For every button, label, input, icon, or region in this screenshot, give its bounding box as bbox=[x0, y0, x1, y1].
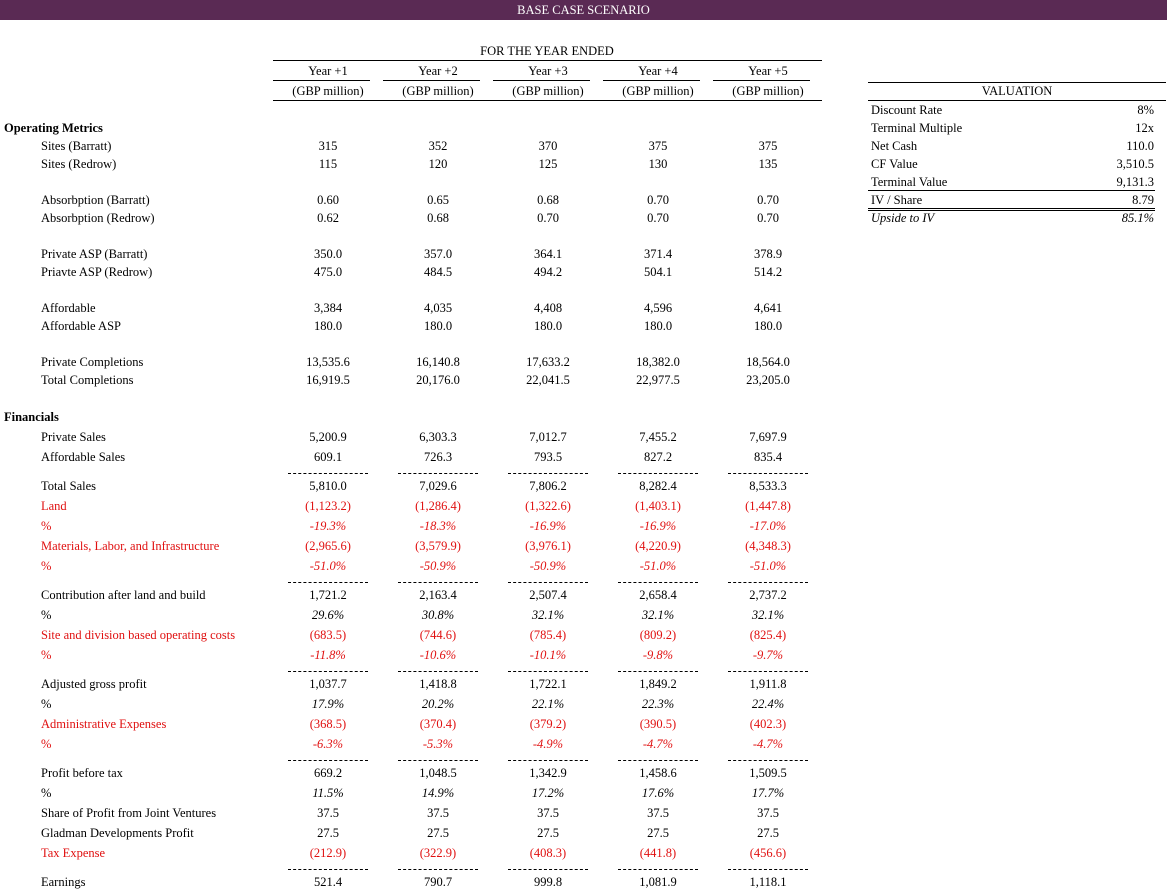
year-header-rule bbox=[383, 80, 480, 81]
table-cell: 669.2 bbox=[313, 766, 343, 780]
table-cell: 7,029.6 bbox=[419, 479, 457, 493]
valuation-label: IV / Share bbox=[871, 193, 923, 207]
table-cell: 1,418.8 bbox=[419, 677, 457, 691]
table-cell: 1,849.2 bbox=[639, 677, 677, 691]
section-financials: Financials bbox=[4, 410, 59, 424]
table-cell: 180.0 bbox=[753, 319, 783, 333]
row-label: Materials, Labor, and Infrastructure bbox=[41, 539, 220, 553]
table-cell: 1,048.5 bbox=[419, 766, 457, 780]
table-cell: 4,035 bbox=[423, 301, 453, 315]
year-header: Year +5 bbox=[748, 64, 788, 78]
subtotal-rule bbox=[728, 671, 808, 672]
table-cell: 0.62 bbox=[317, 211, 339, 225]
table-cell: (4,220.9) bbox=[635, 539, 681, 553]
table-cell: 22.3% bbox=[641, 697, 675, 711]
year-header-rule bbox=[603, 80, 700, 81]
unit-header: (GBP million) bbox=[622, 84, 694, 98]
subtotal-rule bbox=[618, 671, 698, 672]
table-cell: -51.0% bbox=[639, 559, 677, 573]
table-cell: 130 bbox=[648, 157, 668, 171]
table-cell: -4.9% bbox=[532, 737, 564, 751]
table-cell: 364.1 bbox=[533, 247, 563, 261]
valuation-rule bbox=[868, 190, 1155, 191]
row-label: Private Sales bbox=[41, 430, 106, 444]
table-cell: -16.9% bbox=[639, 519, 677, 533]
valuation-value: 9,131.3 bbox=[1116, 175, 1154, 189]
table-cell: (408.3) bbox=[529, 846, 567, 860]
unit-header: (GBP million) bbox=[292, 84, 364, 98]
table-cell: -6.3% bbox=[312, 737, 344, 751]
row-label: Site and division based operating costs bbox=[41, 628, 236, 642]
table-cell: 22.4% bbox=[751, 697, 785, 711]
table-cell: 609.1 bbox=[313, 450, 343, 464]
subtotal-rule bbox=[398, 582, 478, 583]
table-cell: 1,721.2 bbox=[309, 588, 347, 602]
table-cell: -9.8% bbox=[642, 648, 674, 662]
subtotal-rule bbox=[508, 473, 588, 474]
table-cell: -16.9% bbox=[529, 519, 567, 533]
subtotal-rule bbox=[508, 869, 588, 870]
valuation-label: Discount Rate bbox=[871, 103, 943, 117]
table-cell: 3,384 bbox=[313, 301, 343, 315]
row-label: Land bbox=[41, 499, 67, 513]
table-cell: -51.0% bbox=[749, 559, 787, 573]
row-label: % bbox=[41, 519, 52, 533]
table-cell: 378.9 bbox=[753, 247, 783, 261]
table-cell: (825.4) bbox=[749, 628, 787, 642]
row-label: Private ASP (Barratt) bbox=[41, 247, 148, 261]
table-cell: (1,123.2) bbox=[305, 499, 351, 513]
table-cell: 20,176.0 bbox=[416, 373, 460, 387]
subtotal-rule bbox=[288, 869, 368, 870]
table-cell: -17.0% bbox=[749, 519, 787, 533]
subtotal-rule bbox=[618, 869, 698, 870]
table-cell: 0.70 bbox=[537, 211, 559, 225]
table-cell: 27.5 bbox=[757, 826, 779, 840]
table-cell: 0.68 bbox=[537, 193, 559, 207]
subtotal-rule bbox=[508, 760, 588, 761]
table-cell: (390.5) bbox=[639, 717, 677, 731]
row-label: % bbox=[41, 648, 52, 662]
table-cell: 29.6% bbox=[311, 608, 345, 622]
table-cell: 18,564.0 bbox=[746, 355, 790, 369]
row-label: % bbox=[41, 697, 52, 711]
table-cell: 180.0 bbox=[643, 319, 673, 333]
table-cell: -50.9% bbox=[419, 559, 457, 573]
table-cell: -18.3% bbox=[419, 519, 457, 533]
table-cell: 17.6% bbox=[641, 786, 675, 800]
row-label: Sites (Redrow) bbox=[41, 157, 117, 171]
subtotal-rule bbox=[288, 671, 368, 672]
table-cell: 2,163.4 bbox=[419, 588, 457, 602]
table-cell: 180.0 bbox=[313, 319, 343, 333]
row-label: Total Completions bbox=[41, 373, 134, 387]
unit-header: (GBP million) bbox=[402, 84, 474, 98]
table-cell: 1,081.9 bbox=[639, 875, 677, 889]
table-cell: 475.0 bbox=[313, 265, 343, 279]
table-cell: 17.9% bbox=[311, 697, 345, 711]
table-cell: 125 bbox=[538, 157, 558, 171]
row-label: Tax Expense bbox=[41, 846, 106, 860]
table-cell: 0.68 bbox=[427, 211, 449, 225]
table-cell: 352 bbox=[428, 139, 448, 153]
table-cell: 20.2% bbox=[421, 697, 455, 711]
table-cell: 494.2 bbox=[533, 265, 563, 279]
table-cell: -11.8% bbox=[310, 648, 346, 662]
table-cell: (3,976.1) bbox=[525, 539, 571, 553]
table-cell: 827.2 bbox=[643, 450, 673, 464]
row-label: Affordable bbox=[41, 301, 96, 315]
table-cell: 999.8 bbox=[533, 875, 563, 889]
table-cell: 7,455.2 bbox=[639, 430, 677, 444]
table-cell: 7,697.9 bbox=[749, 430, 787, 444]
table-cell: 726.3 bbox=[423, 450, 453, 464]
table-cell: -9.7% bbox=[752, 648, 784, 662]
table-cell: 835.4 bbox=[753, 450, 783, 464]
table-cell: 37.5 bbox=[427, 806, 449, 820]
table-cell: 350.0 bbox=[313, 247, 343, 261]
table-cell: 521.4 bbox=[313, 875, 343, 889]
table-cell: (683.5) bbox=[309, 628, 347, 642]
table-cell: 1,118.1 bbox=[749, 875, 787, 889]
table-cell: 120 bbox=[428, 157, 448, 171]
row-label: Contribution after land and build bbox=[41, 588, 206, 602]
table-cell: 0.70 bbox=[757, 193, 779, 207]
table-cell: 17.2% bbox=[531, 786, 565, 800]
table-cell: 7,806.2 bbox=[529, 479, 567, 493]
subtotal-rule bbox=[728, 760, 808, 761]
table-cell: 1,342.9 bbox=[529, 766, 567, 780]
table-cell: 22,041.5 bbox=[526, 373, 570, 387]
row-label: Private Completions bbox=[41, 355, 144, 369]
table-cell: (379.2) bbox=[529, 717, 567, 731]
subtotal-rule bbox=[728, 473, 808, 474]
table-cell: (1,447.8) bbox=[745, 499, 791, 513]
table-cell: 37.5 bbox=[317, 806, 339, 820]
table-cell: 13,535.6 bbox=[306, 355, 350, 369]
subtotal-rule bbox=[618, 582, 698, 583]
year-header-rule bbox=[713, 80, 810, 81]
subtotal-rule bbox=[398, 869, 478, 870]
table-cell: (809.2) bbox=[639, 628, 677, 642]
scenario-title: BASE CASE SCENARIO bbox=[517, 3, 650, 17]
table-cell: 32.1% bbox=[751, 608, 785, 622]
table-cell: 14.9% bbox=[421, 786, 455, 800]
table-cell: 0.70 bbox=[647, 193, 669, 207]
row-label: Priavte ASP (Redrow) bbox=[41, 265, 153, 279]
table-cell: 1,037.7 bbox=[309, 677, 347, 691]
row-label: Profit before tax bbox=[41, 766, 123, 780]
valuation-value: 8% bbox=[1137, 103, 1154, 117]
scenario-title-bar bbox=[0, 0, 1167, 20]
table-cell: 0.70 bbox=[647, 211, 669, 225]
year-header-rule bbox=[273, 80, 370, 81]
table-cell: 4,596 bbox=[643, 301, 673, 315]
table-cell: (322.9) bbox=[419, 846, 457, 860]
table-cell: (368.5) bbox=[309, 717, 347, 731]
year-header-rule bbox=[493, 80, 590, 81]
table-cell: 1,911.8 bbox=[749, 677, 787, 691]
table-cell: 7,012.7 bbox=[529, 430, 567, 444]
table-cell: 27.5 bbox=[427, 826, 449, 840]
table-cell: 22.1% bbox=[531, 697, 565, 711]
table-cell: -51.0% bbox=[309, 559, 347, 573]
table-cell: 27.5 bbox=[537, 826, 559, 840]
table-cell: 484.5 bbox=[423, 265, 453, 279]
row-label: Gladman Developments Profit bbox=[41, 826, 194, 840]
table-cell: 30.8% bbox=[421, 608, 455, 622]
subtotal-rule bbox=[728, 869, 808, 870]
table-cell: -4.7% bbox=[752, 737, 784, 751]
subtotal-rule bbox=[288, 582, 368, 583]
table-cell: 375 bbox=[648, 139, 668, 153]
unit-header: (GBP million) bbox=[732, 84, 804, 98]
table-cell: 17.7% bbox=[751, 786, 785, 800]
row-label: Absorbption (Barratt) bbox=[41, 193, 150, 207]
table-cell: -10.6% bbox=[419, 648, 457, 662]
table-cell: 514.2 bbox=[753, 265, 783, 279]
valuation-value: 12x bbox=[1135, 121, 1154, 135]
table-cell: 37.5 bbox=[757, 806, 779, 820]
subtotal-rule bbox=[288, 760, 368, 761]
table-cell: 32.1% bbox=[641, 608, 675, 622]
year-header: Year +4 bbox=[638, 64, 678, 78]
table-cell: (1,403.1) bbox=[635, 499, 681, 513]
row-label: % bbox=[41, 737, 52, 751]
table-cell: 6,303.3 bbox=[419, 430, 457, 444]
table-cell: 180.0 bbox=[423, 319, 453, 333]
table-cell: 27.5 bbox=[647, 826, 669, 840]
table-cell: 16,919.5 bbox=[306, 373, 350, 387]
table-cell: 357.0 bbox=[423, 247, 453, 261]
table-cell: 37.5 bbox=[647, 806, 669, 820]
table-cell: 0.60 bbox=[317, 193, 339, 207]
table-cell: 32.1% bbox=[531, 608, 565, 622]
year-header: Year +3 bbox=[528, 64, 568, 78]
table-cell: (3,579.9) bbox=[415, 539, 461, 553]
table-cell: 1,458.6 bbox=[639, 766, 677, 780]
table-cell: 17,633.2 bbox=[526, 355, 570, 369]
table-cell: 790.7 bbox=[423, 875, 453, 889]
valuation-label: CF Value bbox=[871, 157, 918, 171]
table-cell: 18,382.0 bbox=[636, 355, 680, 369]
table-cell: (441.8) bbox=[639, 846, 677, 860]
period-top-rule bbox=[273, 60, 822, 61]
subtotal-rule bbox=[398, 473, 478, 474]
table-cell: (402.3) bbox=[749, 717, 787, 731]
valuation-title: VALUATION bbox=[981, 84, 1053, 98]
table-cell: 0.70 bbox=[757, 211, 779, 225]
table-cell: 37.5 bbox=[537, 806, 559, 820]
table-cell: 315 bbox=[318, 139, 338, 153]
valuation-double-rule bbox=[868, 210, 1155, 211]
table-cell: 8,282.4 bbox=[639, 479, 677, 493]
row-label: % bbox=[41, 608, 52, 622]
header-bottom-rule bbox=[273, 100, 822, 101]
table-cell: 2,507.4 bbox=[529, 588, 567, 602]
table-cell: 370 bbox=[538, 139, 558, 153]
unit-header: (GBP million) bbox=[512, 84, 584, 98]
valuation-top-rule bbox=[868, 82, 1166, 83]
table-cell: (785.4) bbox=[529, 628, 567, 642]
table-cell: (2,965.6) bbox=[305, 539, 351, 553]
table-cell: 22,977.5 bbox=[636, 373, 680, 387]
table-cell: 5,810.0 bbox=[309, 479, 347, 493]
table-cell: 1,509.5 bbox=[749, 766, 787, 780]
valuation-value: 3,510.5 bbox=[1116, 157, 1154, 171]
table-cell: (212.9) bbox=[309, 846, 347, 860]
subtotal-rule bbox=[508, 582, 588, 583]
row-label: Total Sales bbox=[41, 479, 97, 493]
row-label: Affordable ASP bbox=[41, 319, 121, 333]
valuation-label: Terminal Value bbox=[871, 175, 948, 189]
table-cell: (1,322.6) bbox=[525, 499, 571, 513]
table-cell: 23,205.0 bbox=[746, 373, 790, 387]
table-cell: (1,286.4) bbox=[415, 499, 461, 513]
row-label: Adjusted gross profit bbox=[41, 677, 147, 691]
table-cell: -5.3% bbox=[422, 737, 454, 751]
table-cell: 2,658.4 bbox=[639, 588, 677, 602]
section-operating-metrics: Operating Metrics bbox=[4, 121, 103, 135]
year-header: Year +2 bbox=[418, 64, 458, 78]
valuation-label: Net Cash bbox=[871, 139, 918, 153]
table-cell: 4,408 bbox=[533, 301, 563, 315]
table-cell: 135 bbox=[758, 157, 778, 171]
row-label: Share of Profit from Joint Ventures bbox=[41, 806, 217, 820]
table-cell: 793.5 bbox=[533, 450, 563, 464]
row-label: Sites (Barratt) bbox=[41, 139, 112, 153]
table-cell: 375 bbox=[758, 139, 778, 153]
table-cell: 504.1 bbox=[643, 265, 673, 279]
subtotal-rule bbox=[398, 671, 478, 672]
table-cell: -19.3% bbox=[309, 519, 347, 533]
valuation-label: Terminal Multiple bbox=[871, 121, 963, 135]
table-cell: -10.1% bbox=[529, 648, 567, 662]
table-cell: 4,641 bbox=[753, 301, 783, 315]
row-label: Absorbption (Redrow) bbox=[41, 211, 155, 225]
valuation-value: 85.1% bbox=[1121, 211, 1154, 225]
table-cell: 2,737.2 bbox=[749, 588, 787, 602]
valuation-value: 110.0 bbox=[1126, 139, 1154, 153]
table-cell: 180.0 bbox=[533, 319, 563, 333]
row-label: % bbox=[41, 559, 52, 573]
subtotal-rule bbox=[618, 760, 698, 761]
valuation-value: 8.79 bbox=[1132, 193, 1154, 207]
subtotal-rule bbox=[398, 760, 478, 761]
row-label: % bbox=[41, 786, 52, 800]
subtotal-rule bbox=[618, 473, 698, 474]
year-header: Year +1 bbox=[308, 64, 348, 78]
row-label: Earnings bbox=[41, 875, 86, 889]
valuation-label: Upside to IV bbox=[871, 211, 935, 225]
table-cell: (370.4) bbox=[419, 717, 457, 731]
subtotal-rule bbox=[728, 582, 808, 583]
subtotal-rule bbox=[508, 671, 588, 672]
table-cell: 1,722.1 bbox=[529, 677, 567, 691]
table-cell: 371.4 bbox=[643, 247, 673, 261]
subtotal-rule bbox=[288, 473, 368, 474]
valuation-title-rule bbox=[868, 100, 1166, 101]
table-cell: (4,348.3) bbox=[745, 539, 791, 553]
row-label: Administrative Expenses bbox=[41, 717, 167, 731]
table-cell: 27.5 bbox=[317, 826, 339, 840]
table-cell: (456.6) bbox=[749, 846, 787, 860]
table-cell: 115 bbox=[318, 157, 338, 171]
table-cell: 16,140.8 bbox=[416, 355, 460, 369]
valuation-rule bbox=[868, 208, 1155, 209]
table-cell: 5,200.9 bbox=[309, 430, 347, 444]
period-label: FOR THE YEAR ENDED bbox=[480, 44, 614, 58]
table-cell: 11.5% bbox=[312, 786, 344, 800]
table-cell: (744.6) bbox=[419, 628, 457, 642]
table-cell: -50.9% bbox=[529, 559, 567, 573]
table-cell: -4.7% bbox=[642, 737, 674, 751]
table-cell: 8,533.3 bbox=[749, 479, 787, 493]
row-label: Affordable Sales bbox=[41, 450, 126, 464]
table-cell: 0.65 bbox=[427, 193, 449, 207]
